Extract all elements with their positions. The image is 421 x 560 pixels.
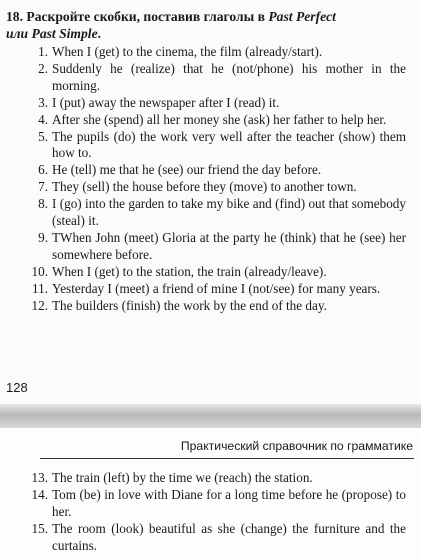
item-number: 15. [31,520,48,536]
list-item [0,44,421,61]
list-item [0,179,421,196]
item-number: 7. [38,179,48,195]
list-item [0,61,421,95]
item-text: Yesterday I (meet) a friend of mine I (not/see) for many years. [52,280,381,296]
tense-past-perfect: Past Perfect [268,9,336,24]
exercise-list-bottom [0,470,421,555]
item-text: Suddenly he (realize) that he (not/phone) his mother in the morning. [52,60,406,93]
item-text: I (go) into the garden to take my bike and (find) out that somebody (steal) it. [52,196,406,229]
tense-past-simple: Past Simple [31,26,98,41]
list-item [0,196,421,230]
list-item [0,264,421,281]
header-rule [40,458,414,459]
list-item [0,281,421,298]
item-text: When I (get) to the cinema, the film (already/start). [52,44,323,59]
page-gutter [0,404,421,428]
item-text: He (tell) me that he (see) our friend the day before. [52,162,322,178]
item-text: The train (left) by the time we (reach) the station. [52,470,313,485]
item-number: 2. [38,60,48,76]
exercise-instruction: Раскройте скобки, поставив глаголы в [26,9,265,24]
heading-end: . [97,26,102,41]
exercise-list-top [0,44,421,315]
item-number: 3. [38,94,48,110]
list-item [0,487,421,521]
list-item [0,95,421,112]
page-number: 128 [6,380,28,395]
item-text: The pupils (do) the work very well after the teacher (show) them how to. [52,128,406,161]
item-number: 13. [31,470,48,485]
list-item [0,162,421,179]
item-number: 9. [38,229,48,245]
item-number: 4. [38,111,48,127]
item-text: They (sell) the house before they (move) to another town. [52,179,357,195]
list-item [0,521,421,555]
exercise-heading [6,8,416,42]
exercise-number: 18. [6,9,23,24]
item-number: 6. [38,162,48,178]
item-text: When I (get) to the station, the train (already/leave). [52,263,327,279]
list-item [0,470,421,487]
item-number: 8. [38,196,48,212]
list-item [0,298,421,315]
item-number: 14. [31,486,48,502]
list-item [0,230,421,264]
item-number: 11. [32,280,48,296]
item-number: 10. [31,263,48,279]
item-number: 1. [38,44,48,59]
list-item [0,112,421,129]
tense-joiner: или [6,26,29,41]
item-text: I (put) away the newspaper after I (read) it. [52,94,280,110]
item-text: After she (spend) all her money she (ask) her father to help her. [52,111,387,127]
running-header: Практический справочник по грамматике [180,439,413,453]
item-text: The room (look) beautiful as she (change) the furniture and the curtains. [52,520,406,553]
item-text: Tom (be) in love with Diane for a long time before he (propose) to her. [52,486,406,519]
item-text: The builders (finish) the work by the end of the day. [52,297,327,313]
item-number: 5. [38,128,48,144]
list-item [0,129,421,163]
item-number: 12. [31,297,48,313]
item-text: TWhen John (meet) Gloria at the party he (think) that he (see) her somewhere before. [52,229,406,262]
